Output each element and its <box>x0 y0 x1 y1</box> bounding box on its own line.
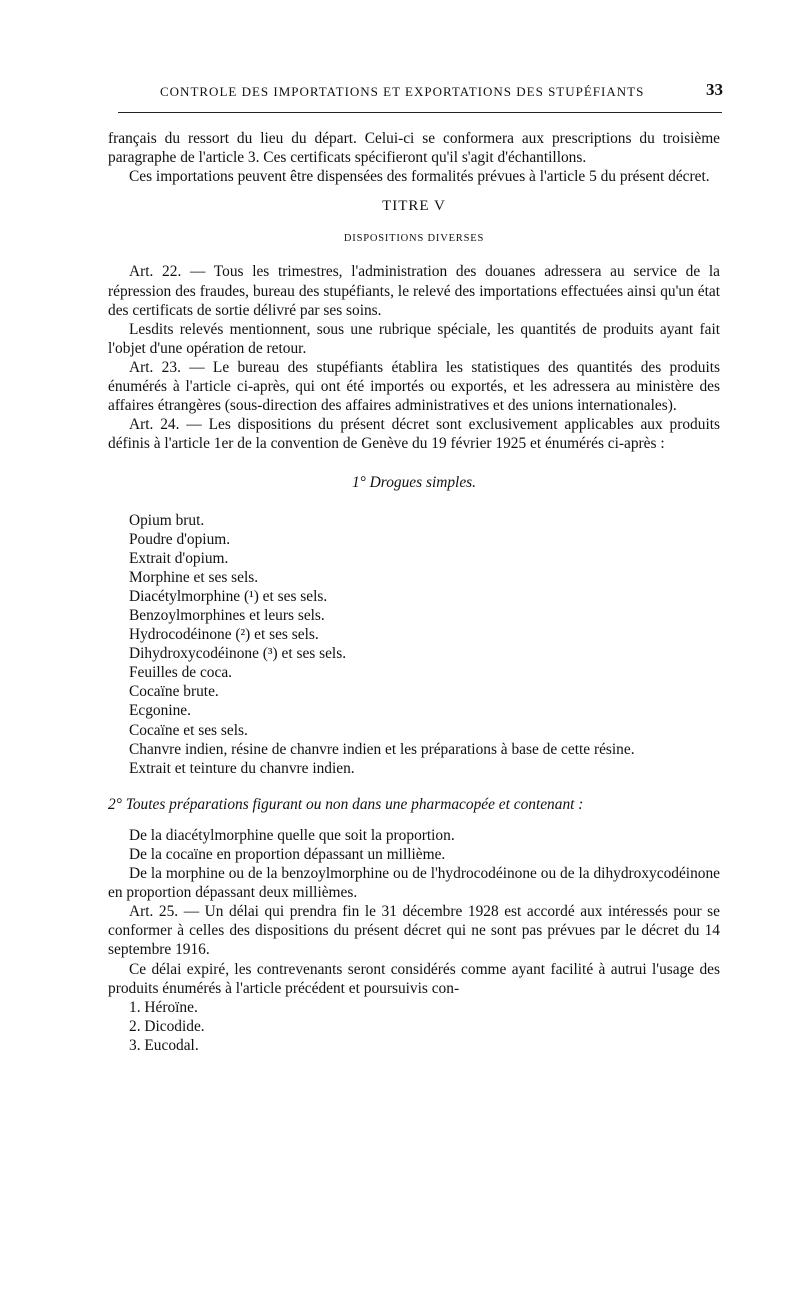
article-22: Art. 22. — Tous les trimestres, l'administration des douanes adressera au service de la répression des fraudes, bureau des stupéfiants, le relevé des importations effectuées ainsi qu'un état des certificats de sortie délivré par ses soins. <box>108 263 720 319</box>
footnote: 2. Dicodide. <box>129 1017 205 1035</box>
list-item: Feuilles de coca. <box>129 664 232 682</box>
article-23: Art. 23. — Le bureau des stupéfiants établira les statistiques des quantités des produits énumérés à l'article ci-après, qui ont été importés ou exportés, et les adressera au ministère des affaires étrangères (sous-direction des affaires administratives et des unions internationales). <box>108 358 720 415</box>
paragraph: Ce délai expiré, les contrevenants seront considérés comme ayant facilité à autrui l'usage des produits énumérés à l'article précédent et poursuivis con- <box>108 960 720 997</box>
article-24: Art. 24. — Les dispositions du présent décret sont exclusivement applicables aux produits définis à l'article 1er de la convention de Genève du 19 février 1925 et énumérés ci-après : <box>108 416 720 453</box>
list-item: Ecgonine. <box>129 702 191 720</box>
list-item: Opium brut. <box>129 511 205 529</box>
header-rule <box>118 112 722 113</box>
footnote: 3. Eucodal. <box>129 1036 199 1054</box>
footnotes <box>108 998 720 1055</box>
preparation-item: De la diacétylmorphine quelle que soit la proportion. <box>129 826 455 844</box>
list-item: Cocaïne et ses sels. <box>129 721 248 739</box>
section-title: TITRE V <box>382 198 446 215</box>
paragraph: Lesdits relevés mentionnent, sous une rubrique spéciale, les quantités de produits ayant fait l'objet d'une opération de retour. <box>108 320 720 357</box>
list-item: Diacétylmorphine (¹) et ses sels. <box>129 587 328 605</box>
list-heading-drogues: 1° Drogues simples. <box>351 474 476 492</box>
list-item: Poudre d'opium. <box>129 530 231 548</box>
preparation-item: De la cocaïne en proportion dépassant un millième. <box>129 846 446 863</box>
list-item: Hydrocodéinone (²) et ses sels. <box>129 626 319 644</box>
article-25: Art. 25. — Un délai qui prendra fin le 31 décembre 1928 est accordé aux intéressés pour se conformer à celles des dispositions du présent décret qui ne sont pas prévues par le décret du 14 septembre 1916. <box>108 903 720 959</box>
body-text <box>108 129 720 1055</box>
drogues-list <box>108 511 720 778</box>
list-heading-preparations: 2° Toutes préparations figurant ou non dans une pharmacopée et contenant : <box>108 795 584 813</box>
list-item: Extrait et teinture du chanvre indien. <box>129 759 355 777</box>
preparation-item: De la morphine ou de la benzoylmorphine ou de l'hydrocodéinone ou de la dihydroxycodéinone en proportion dépassant deux millièmes. <box>108 865 720 902</box>
list-item-text: Chanvre indien, résine de chanvre indien et les préparations à base de cette résine. <box>129 740 635 758</box>
paragraph: français du ressort du lieu du départ. Celui-ci se conformera aux prescriptions du troisième paragraphe de l'article 3. Ces certificats spécifieront qu'il s'agit d'échantillons. <box>108 130 720 167</box>
list-item: Dihydroxycodéinone (³) et ses sels. <box>129 645 347 663</box>
section-subtitle: DISPOSITIONS DIVERSES <box>343 233 485 245</box>
running-header-title: CONTROLE DES IMPORTATIONS ET EXPORTATIONS DES STUPÉFIANTS <box>160 84 645 99</box>
list-item: Extrait d'opium. <box>129 549 229 567</box>
list-item <box>108 740 720 759</box>
page-number: 33 <box>706 80 723 99</box>
running-header <box>118 80 723 104</box>
list-item: Morphine et ses sels. <box>129 568 259 586</box>
list-item: Benzoylmorphines et leurs sels. <box>129 606 325 624</box>
footnote: 1. Héroïne. <box>129 998 198 1016</box>
list-item: Cocaïne brute. <box>129 683 219 701</box>
paragraph: Ces importations peuvent être dispensées des formalités prévues à l'article 5 du présent décret. <box>129 168 710 186</box>
